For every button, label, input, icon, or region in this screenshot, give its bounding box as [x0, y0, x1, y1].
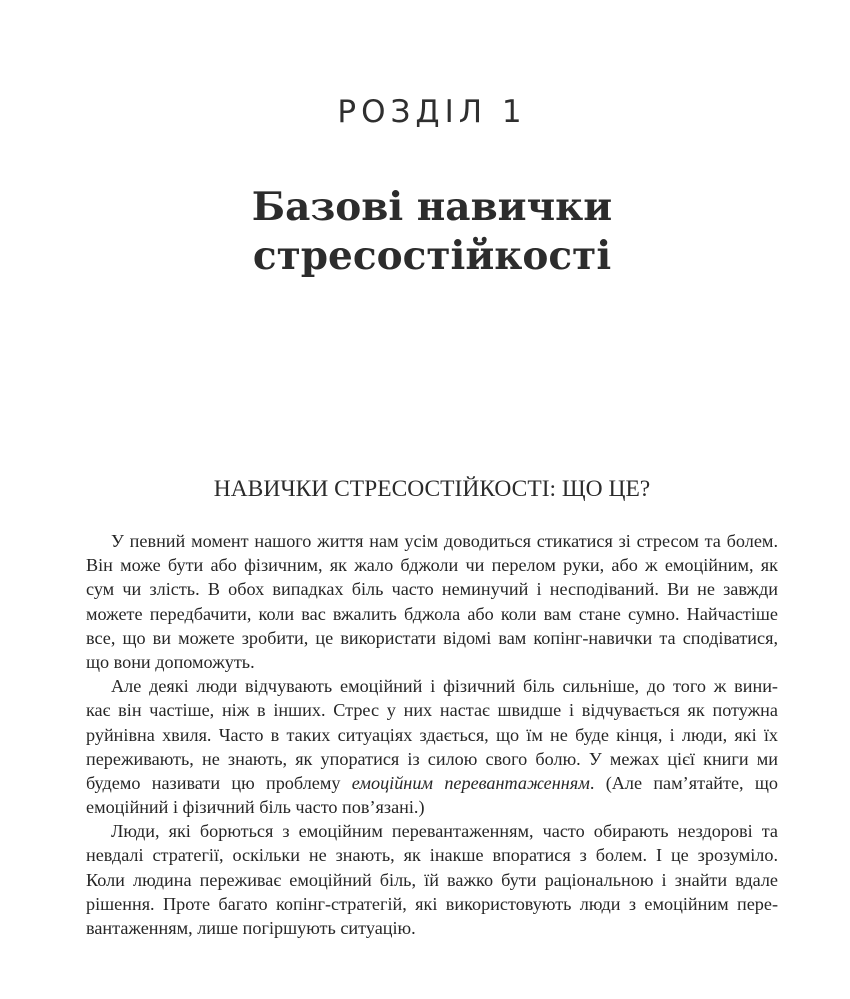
paragraph-3-line-2: невдалі стратегії, оскільки не знають, як інакше впоратися з болем. І це зрозуміло.	[86, 845, 778, 866]
paragraph-3-line-4: рішення. Проте багато копінг-стратегій, які використовують люди з емоційним пере-	[86, 893, 778, 914]
paragraph-3-line-1: Люди, які борються з емоційним перевантаженням, часто обирають нездорові та	[111, 821, 778, 842]
body-text	[86, 529, 778, 940]
paragraph-2-line-6: емоційний і фізичний біль часто пов’язані.)	[86, 797, 425, 818]
section-heading: НАВИЧКИ СТРЕСОСТІЙКОСТІ: ЩО ЦЕ?	[213, 476, 651, 502]
paragraph-2-line-5-start: будемо називати цю проблему	[86, 772, 352, 793]
paragraph-3-line-3: Коли людина переживає емоційний біль, їй важко бути раціональною і знайти вдале	[86, 869, 778, 890]
paragraph-2-line-2: кає він частіше, ніж в інших. Стрес у них настає швидше і відчувається як потужна	[86, 700, 778, 721]
paragraph-2-line-3: руйнівна хвиля. Часто в таких ситуаціях здається, що їм не буде кінця, і люди, які їх	[86, 724, 778, 745]
chapter-label: РОЗДІЛ 1	[337, 94, 527, 130]
chapter-title-line-1: Базові навички	[251, 184, 613, 230]
paragraph-1-line-3: сум чи злість. В обох випадках біль часто неминучий і несподіваний. Ви не завжди	[86, 579, 778, 600]
paragraph-2-line-5-end: . (Але пам’ятайте, що	[589, 772, 778, 793]
paragraph-2-line-5	[86, 771, 778, 795]
chapter-title-line-2: стресостійкості	[252, 233, 612, 279]
paragraph-2-line-4: переживають, не знають, як упоратися із силою свого болю. У межах цієї книги ми	[86, 748, 778, 769]
paragraph-1-line-6: що вони допоможуть.	[86, 651, 255, 672]
paragraph-1-line-2: Він може бути або фізичним, як жало бджоли чи перелом руки, або ж емоційним, як	[86, 555, 778, 576]
paragraph-1-line-4: можете передбачити, коли вас вжалить бджола або коли вам стане сумно. Найчастіше	[86, 603, 778, 624]
paragraph-2-line-1: Але деякі люди відчувають емоційний і фізичний біль сильніше, до того ж вини-	[111, 676, 778, 697]
paragraph-3-line-5: вантаженням, лише погіршують ситуацію.	[86, 918, 416, 938]
paragraph-1-line-5: все, що ви можете зробити, це використати відомі вам копінг-навички та сподіватися,	[86, 627, 778, 648]
italic-term: емоційним перевантаженням	[351, 772, 590, 793]
paragraph-1-line-1: У певний момент нашого життя нам усім доводиться стикатися зі стресом та болем.	[111, 531, 778, 551]
chapter-title	[0, 183, 850, 281]
